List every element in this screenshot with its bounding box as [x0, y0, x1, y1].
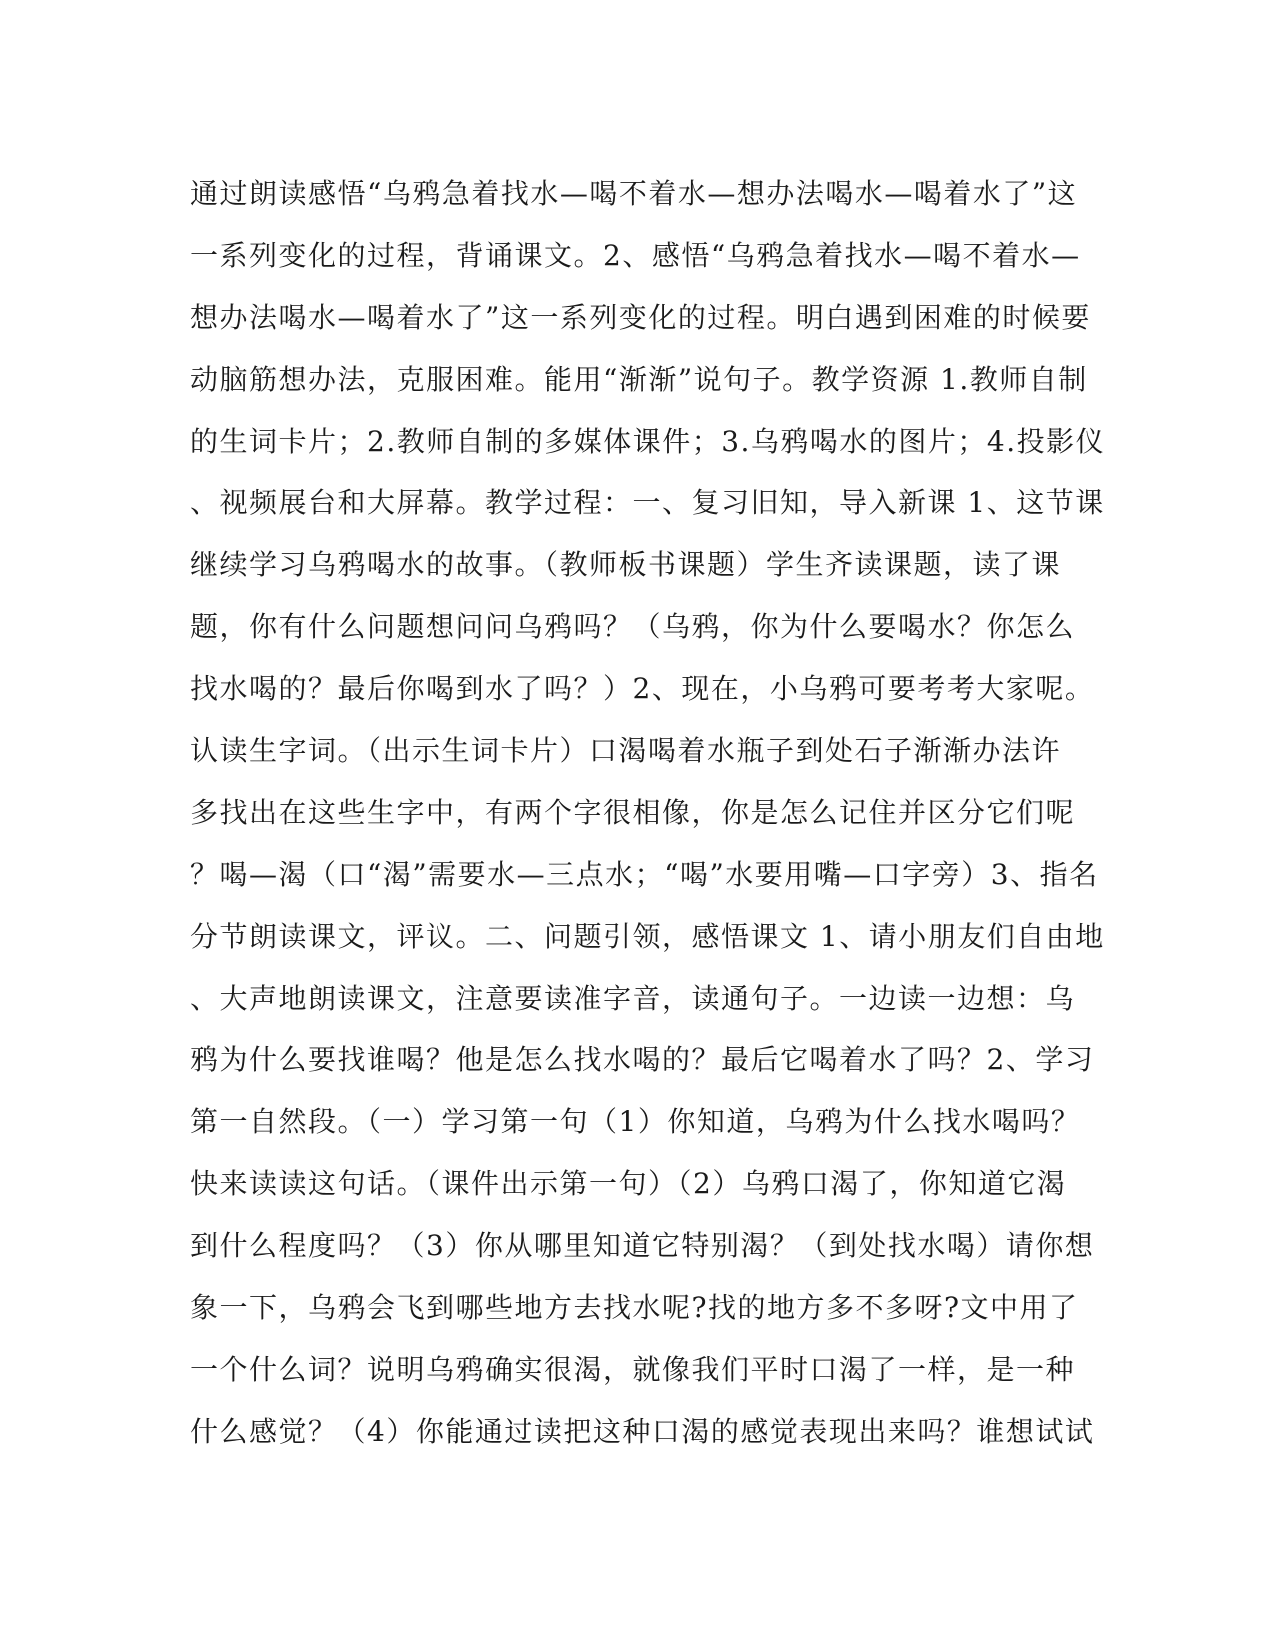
text-line: 想办法喝水—喝着水了”这一系列变化的过程。明白遇到困难的时候要 [190, 300, 1091, 334]
text-line: 认读生字词。（出示生词卡片）口渴喝着水瓶子到处石子渐渐办法许 [190, 734, 1062, 768]
text-line: ？喝—渴（口“渴”需要水—三点水；“喝”水要用嘴—口字旁）3、指名 [190, 857, 1099, 891]
text-line: 一个什么词？说明乌鸦确实很渴，就像我们平时口渴了一样，是一种 [190, 1352, 1076, 1386]
text-line: 鸦为什么要找谁喝？他是怎么找水喝的？最后它喝着水了吗？2、学习 [190, 1043, 1095, 1077]
text-line: 到什么程度吗？（3）你从哪里知道它特别渴？（到处找水喝）请你想 [190, 1229, 1095, 1263]
text-line: 动脑筋想办法，克服困难。能用“渐渐”说句子。教学资源 1.教师自制 [190, 362, 1088, 396]
text-line: 、视频展台和大屏幕。教学过程：一、复习旧知，导入新课 1、这节课 [190, 486, 1105, 520]
text-line: 找水喝的？最后你喝到水了吗？）2、现在，小乌鸦可要考考大家呢。 [190, 672, 1095, 706]
text-line: 象一下，乌鸦会飞到哪些地方去找水呢?找的地方多不多呀?文中用了 [190, 1291, 1079, 1325]
text-line: 、大声地朗读课文，注意要读准字音，读通句子。一边读一边想：乌 [190, 981, 1076, 1015]
body-text [190, 163, 1106, 1463]
text-line: 的生词卡片；2.教师自制的多媒体课件；3.乌鸦喝水的图片；4.投影仪 [190, 424, 1106, 458]
text-line: 一系列变化的过程，背诵课文。2、感悟“乌鸦急着找水—喝不着水— [190, 238, 1081, 272]
text-line: 多找出在这些生字中，有两个字很相像，你是怎么记住并区分它们呢 [190, 795, 1076, 829]
text-line: 快来读读这句话。（课件出示第一句）（2）乌鸦口渴了，你知道它渴 [190, 1167, 1067, 1201]
text-line: 通过朗读感悟“乌鸦急着找水—喝不着水—想办法喝水—喝着水了”这 [190, 177, 1078, 210]
text-line: 什么感觉？（4）你能通过读把这种口渴的感觉表现出来吗？谁想试试 [190, 1414, 1095, 1448]
text-line: 分节朗读课文，评议。二、问题引领，感悟课文 1、请小朋友们自由地 [190, 919, 1105, 953]
text-line: 继续学习乌鸦喝水的故事。（教师板书课题）学生齐读课题，读了课 [190, 548, 1062, 582]
text-line: 题，你有什么问题想问问乌鸦吗？（乌鸦，你为什么要喝水？你怎么 [190, 610, 1076, 644]
text-line: 第一自然段。（一）学习第一句（1）你知道，乌鸦为什么找水喝吗？ [190, 1105, 1081, 1139]
